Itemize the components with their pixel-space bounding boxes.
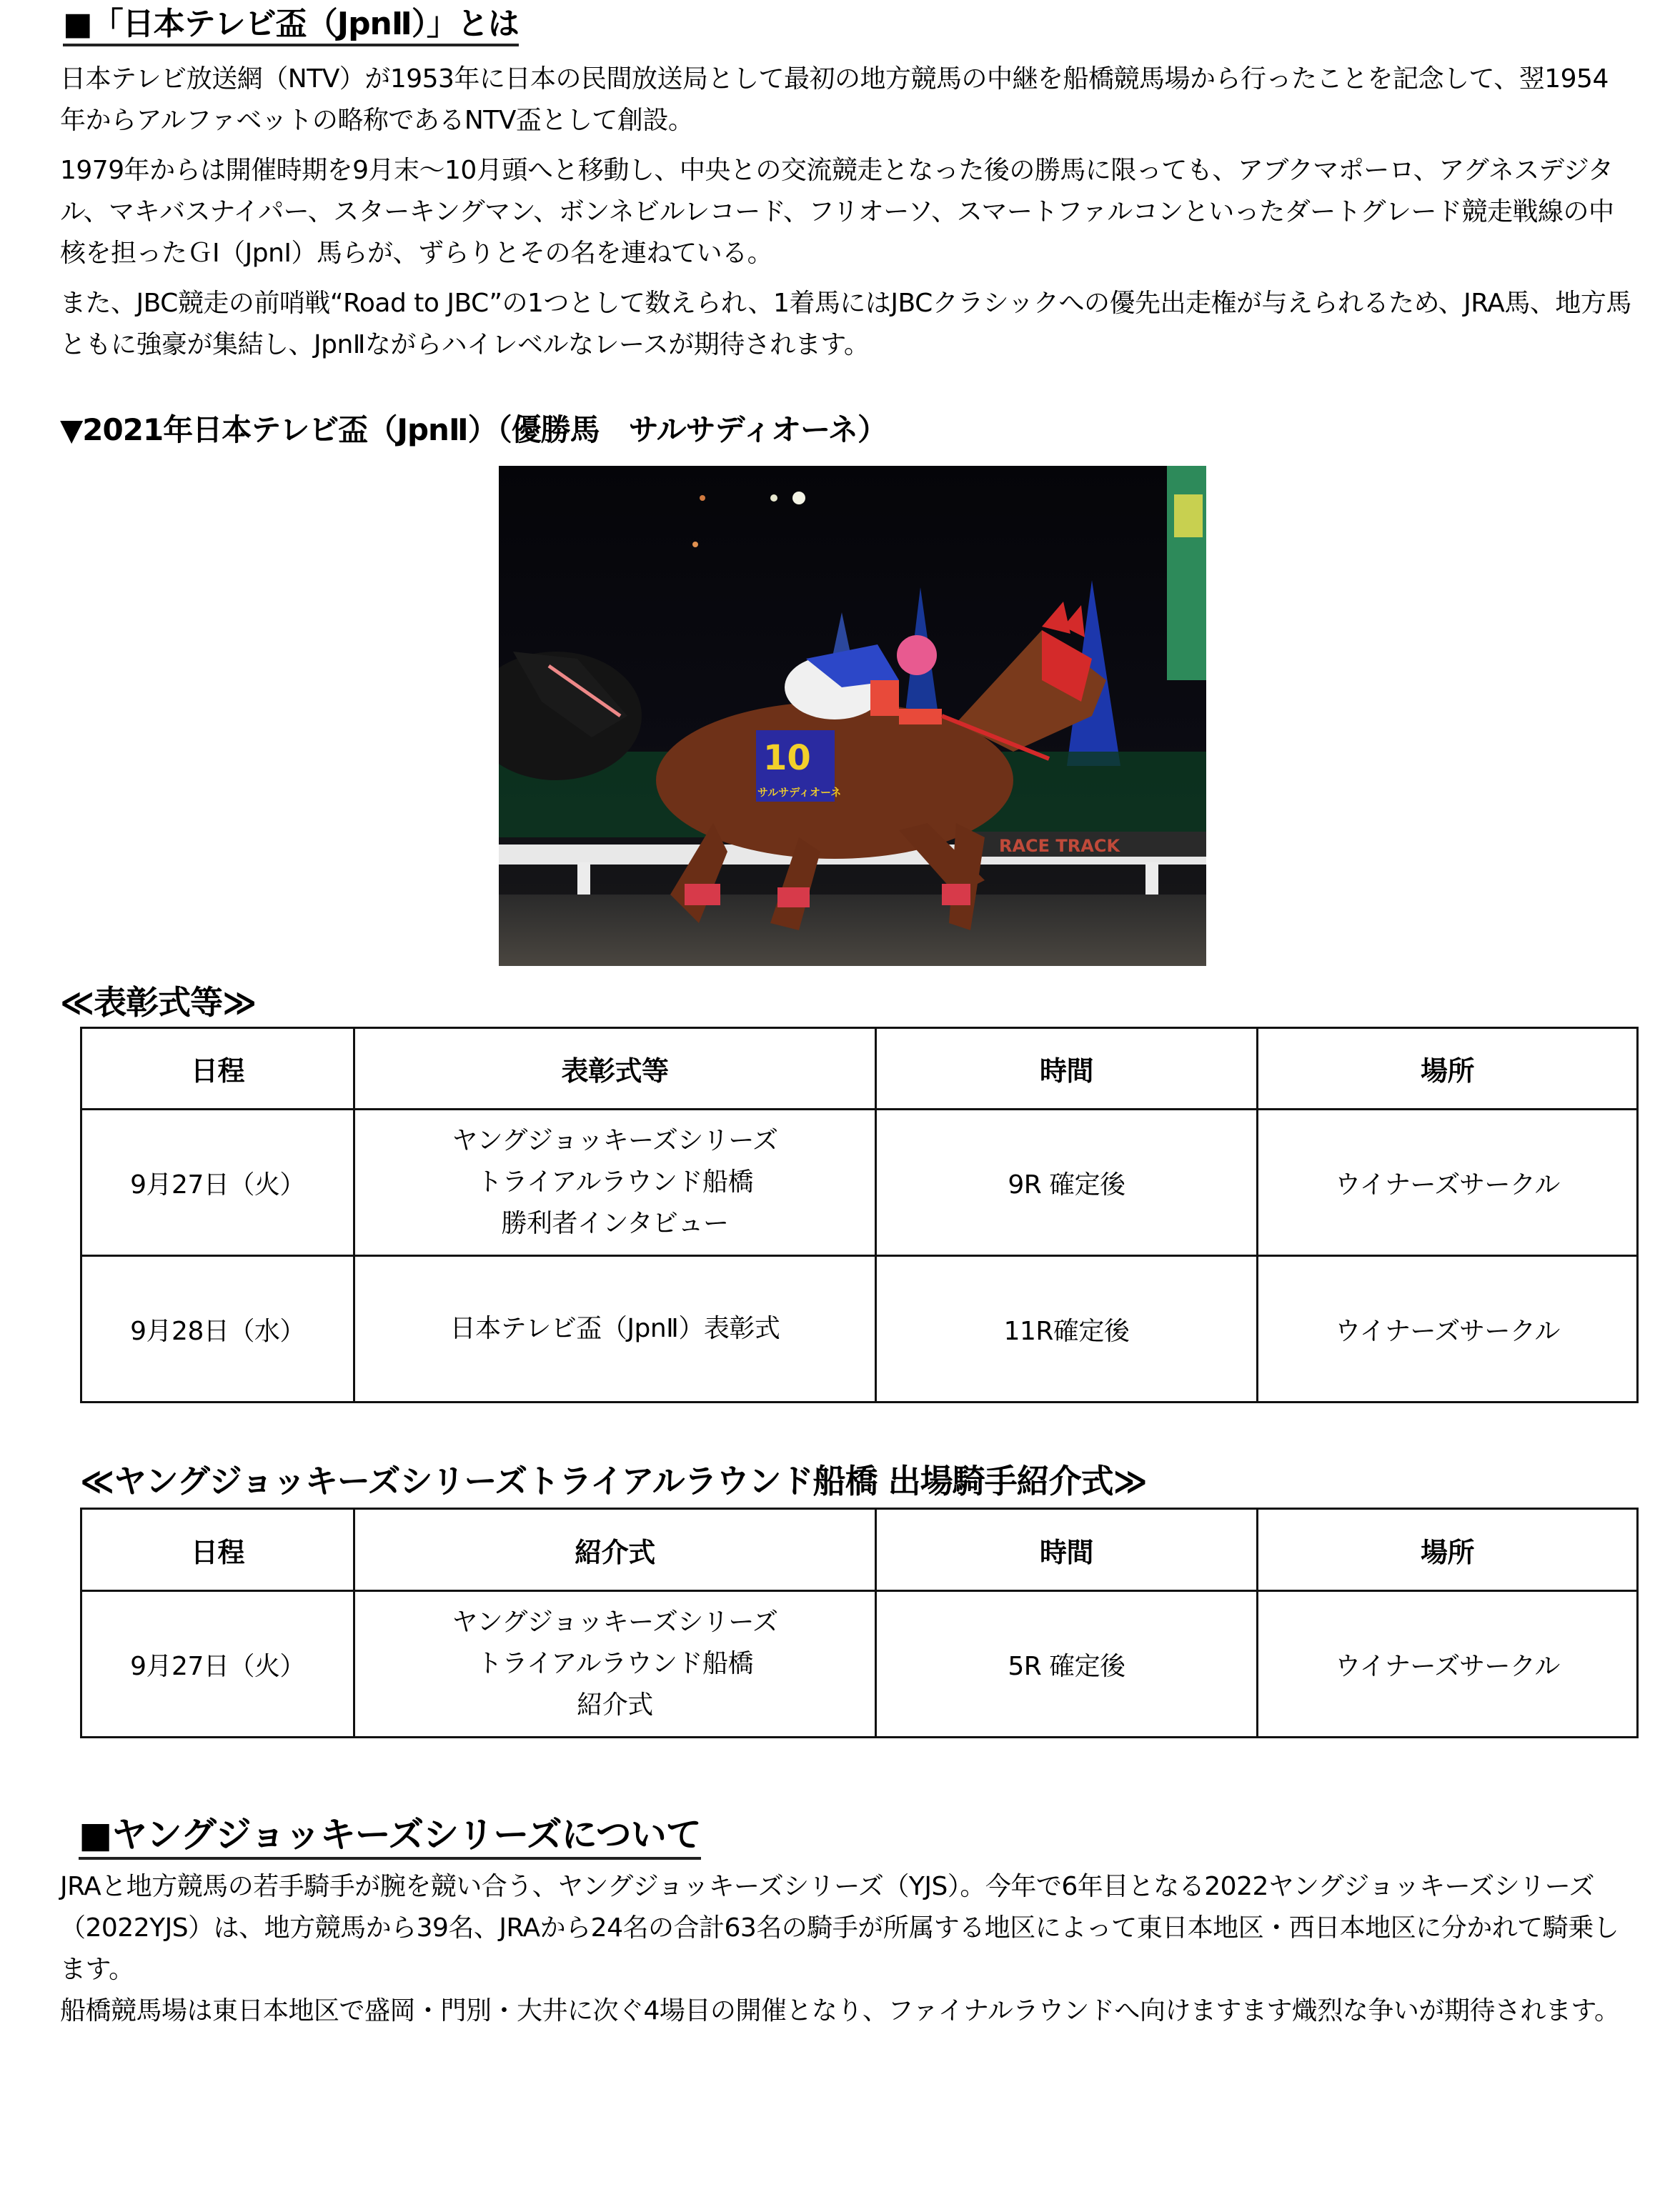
race-winner-photo bbox=[499, 466, 1206, 966]
cell-date: 9月27日（火） bbox=[81, 1110, 354, 1256]
svg-text:サルサディオーネ: サルサディオーネ bbox=[757, 786, 842, 799]
table-row bbox=[81, 1256, 1638, 1403]
column-header-place: 場所 bbox=[1258, 1509, 1638, 1591]
cell-time: 9R 確定後 bbox=[876, 1110, 1258, 1256]
cell-event: 日本テレビ盃（JpnⅡ）表彰式 bbox=[354, 1256, 876, 1403]
ntv-paragraph-2: 1979年からは開催時期を9月末～10月頭へと移動し、中央との交流競走となった後の勝馬に限っても、アブクマポーロ、アグネスデジタル、マキバスナイパー、スターキングマン、ボンネビルレコード、フリオーソ、スマートファルコンといったダートグレード競走戦線の中核を担ったＧⅠ（JpnⅠ）馬らが、ずらりとその名を連ねている。 bbox=[60, 156, 1614, 268]
cell-date: 9月27日（火） bbox=[81, 1591, 354, 1738]
cell-event: ヤングジョッキーズシリーズ トライアルラウンド船橋 紹介式 bbox=[354, 1591, 876, 1738]
table-row bbox=[81, 1110, 1638, 1256]
ntv-paragraph-3: また、JBC競走の前哨戦“Road to JBC”の1つとして数えられ、1着馬にはJBCクラシックへの優先出走権が与えられるため、JRA馬、地方馬ともに強豪が集結し、JpnⅡながらハイレベルなレースが期待されます。 bbox=[60, 289, 1631, 359]
intro-table-heading: ≪ヤングジョッキーズシリーズトライアルラウンド船橋 出場騎手紹介式≫ bbox=[80, 1462, 1147, 1500]
svg-text:10: 10 bbox=[763, 738, 811, 778]
yjs-description bbox=[60, 1866, 1632, 2032]
cell-place: ウイナーズサークル bbox=[1258, 1256, 1638, 1403]
column-header-ceremony: 紹介式 bbox=[354, 1509, 876, 1591]
cell-time: 11R確定後 bbox=[876, 1256, 1258, 1403]
ntv-cup-description bbox=[60, 59, 1632, 374]
column-header-date: 日程 bbox=[81, 1028, 354, 1110]
yjs-paragraph-2: 船橋競馬場は東日本地区で盛岡・門別・大井に次ぐ4場目の開催となり、ファイナルラウンドへ向けますます熾烈な争いが期待されます。 bbox=[60, 1996, 1620, 2026]
column-header-event: 表彰式等 bbox=[354, 1028, 876, 1110]
yjs-paragraph-1: JRAと地方競馬の若手騎手が腕を競い合う、ヤングジョッキーズシリーズ（YJS）。今年で6年目となる2022ヤングジョッキーズシリーズ（2022YJS）は、地方競馬から39名、JRAから24名の合計63名の騎手が所属する地区によって東日本地区・西日本地区に分かれて騎乗します。 bbox=[60, 1872, 1619, 1984]
cell-date: 9月28日（水） bbox=[81, 1256, 354, 1403]
photo-caption: ▼2021年日本テレビ盃（JpnⅡ）（優勝馬 サルサディオーネ） bbox=[60, 412, 888, 447]
table-header-row bbox=[81, 1028, 1638, 1110]
jockey-intro-table bbox=[80, 1508, 1639, 1738]
column-header-time: 時間 bbox=[876, 1509, 1258, 1591]
column-header-place: 場所 bbox=[1258, 1028, 1638, 1110]
cell-event: ヤングジョッキーズシリーズ トライアルラウンド船橋 勝利者インタビュー bbox=[354, 1110, 876, 1256]
ntv-paragraph-1: 日本テレビ放送網（NTV）が1953年に日本の民間放送局として最初の地方競馬の中継を船橋競馬場から行ったことを記念して、翌1954年からアルファベットの略称であるNTV盃として創設。 bbox=[60, 64, 1609, 135]
column-header-time: 時間 bbox=[876, 1028, 1258, 1110]
cell-time: 5R 確定後 bbox=[876, 1591, 1258, 1738]
cell-place: ウイナーズサークル bbox=[1258, 1591, 1638, 1738]
awards-table-heading: ≪表彰式等≫ bbox=[60, 983, 257, 1022]
table-header-row bbox=[81, 1509, 1638, 1591]
awards-schedule-table bbox=[80, 1027, 1639, 1403]
column-header-date: 日程 bbox=[81, 1509, 354, 1591]
table-row bbox=[81, 1591, 1638, 1738]
section-heading-ntv-cup: ■「日本テレビ盃（JpnⅡ）」とは bbox=[63, 4, 519, 44]
section-heading-yjs: ■ヤングジョッキーズシリーズについて bbox=[79, 1815, 701, 1855]
svg-text:RACE TRACK: RACE TRACK bbox=[999, 836, 1120, 856]
horse-race-illustration bbox=[499, 466, 1206, 966]
cell-place: ウイナーズサークル bbox=[1258, 1110, 1638, 1256]
